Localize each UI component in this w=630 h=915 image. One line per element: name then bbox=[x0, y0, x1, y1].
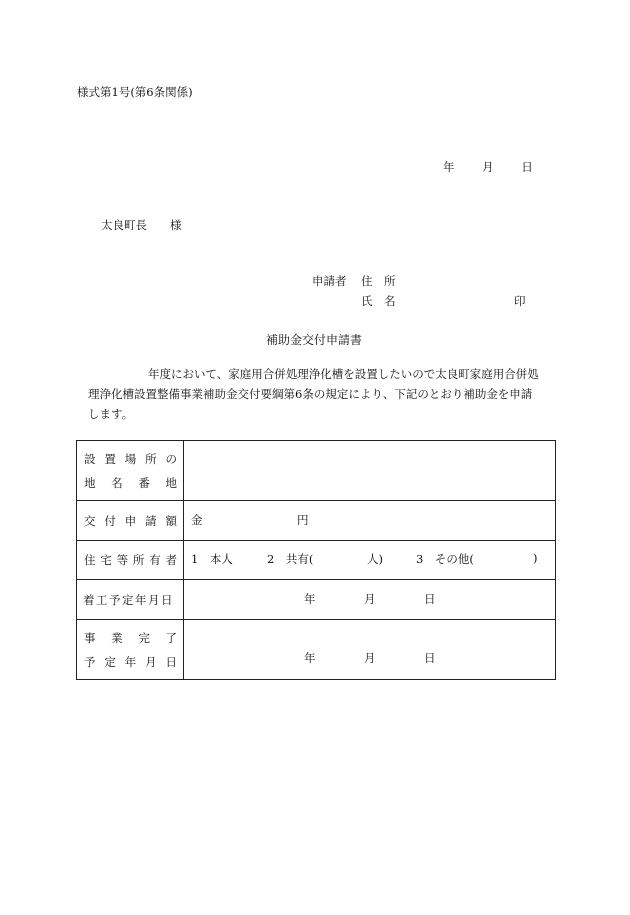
date-day: 日 bbox=[521, 160, 533, 174]
body-line-3: します。 bbox=[88, 407, 134, 421]
start-ymd bbox=[184, 591, 555, 609]
label-char: 日 bbox=[165, 654, 177, 669]
location-value-cell[interactable] bbox=[184, 441, 556, 501]
label-char: 宅 bbox=[100, 553, 112, 567]
row-end-date bbox=[77, 620, 556, 680]
start-label: 着工予定年月日 bbox=[83, 592, 174, 607]
label-char: 設 bbox=[84, 451, 96, 466]
label-char: 額 bbox=[165, 513, 177, 528]
label-char: 番 bbox=[138, 475, 150, 490]
label-char: 予 bbox=[84, 654, 96, 669]
start-year: 年 bbox=[304, 591, 316, 606]
label-char: 地 bbox=[165, 475, 177, 490]
label-char: 定 bbox=[104, 654, 116, 669]
label-char: 所 bbox=[132, 553, 145, 567]
amount-field bbox=[184, 512, 555, 530]
date-year: 年 bbox=[443, 160, 455, 174]
owner-value-cell[interactable] bbox=[184, 541, 556, 580]
label-char: 事 bbox=[84, 630, 96, 645]
owner-option-other-close: ) bbox=[533, 551, 538, 565]
amount-unit: 円 bbox=[297, 512, 309, 527]
end-value-cell[interactable] bbox=[184, 620, 556, 680]
end-label-cell bbox=[77, 620, 184, 680]
applicant-address-label: 住 所 bbox=[361, 274, 396, 288]
application-table bbox=[76, 440, 556, 680]
row-start-date bbox=[77, 580, 556, 620]
amount-prefix: 金 bbox=[191, 512, 203, 527]
label-char: 場 bbox=[124, 451, 137, 466]
owner-option-shared[interactable]: 2 共有( bbox=[267, 552, 314, 566]
label-char: 請 bbox=[145, 513, 157, 528]
label-char: の bbox=[165, 451, 177, 466]
end-day: 日 bbox=[424, 651, 436, 665]
label-char: 申 bbox=[124, 513, 137, 528]
label-char: 名 bbox=[111, 475, 123, 490]
owner-options bbox=[184, 551, 555, 569]
label-char: 住 bbox=[84, 553, 96, 567]
location-label-line-2 bbox=[77, 475, 183, 491]
body-line-2: 理浄化槽設置整備事業補助金交付要綱第6条の規定により、下記のとおり補助金を申請 bbox=[88, 387, 533, 401]
owner-label-cell bbox=[77, 541, 184, 580]
label-char: 月 bbox=[145, 654, 157, 669]
location-label-cell bbox=[77, 441, 184, 501]
end-label-line-1 bbox=[77, 630, 183, 646]
end-label-line-2 bbox=[77, 654, 183, 670]
start-value-cell[interactable] bbox=[184, 580, 556, 620]
addressee: 太良町長 様 bbox=[101, 218, 182, 232]
label-char: 地 bbox=[84, 475, 96, 490]
amount-label bbox=[77, 513, 183, 529]
start-day: 日 bbox=[424, 591, 436, 606]
label-char: 完 bbox=[138, 630, 150, 645]
applicant-label: 申請者 bbox=[312, 274, 347, 288]
date-line bbox=[443, 159, 533, 175]
document-title: 補助金交付申請書 bbox=[266, 333, 363, 347]
row-location bbox=[77, 441, 556, 501]
end-ymd bbox=[184, 650, 555, 668]
end-month: 月 bbox=[364, 651, 376, 665]
label-char: 置 bbox=[104, 451, 116, 466]
label-char: 交 bbox=[84, 513, 96, 528]
owner-option-other[interactable]: 3 その他( bbox=[416, 552, 474, 566]
amount-value-cell[interactable] bbox=[184, 501, 556, 541]
seal-mark: 印 bbox=[514, 294, 526, 308]
label-char: 者 bbox=[165, 553, 177, 567]
end-year: 年 bbox=[304, 651, 316, 665]
row-owner bbox=[77, 541, 556, 580]
amount-label-cell bbox=[77, 501, 184, 541]
label-char: 等 bbox=[116, 553, 129, 567]
start-month: 月 bbox=[364, 591, 376, 606]
label-char: 了 bbox=[165, 630, 177, 645]
label-char: 業 bbox=[111, 630, 123, 645]
row-amount bbox=[77, 501, 556, 541]
date-month: 月 bbox=[482, 160, 494, 174]
label-char: 付 bbox=[104, 513, 116, 528]
applicant-name-label: 氏 名 bbox=[361, 294, 396, 308]
owner-label bbox=[77, 552, 183, 568]
owner-option-shared-close: 人) bbox=[367, 552, 383, 566]
form-number: 様式第1号(第6条関係) bbox=[77, 85, 193, 99]
label-char: 年 bbox=[124, 654, 137, 669]
owner-option-self[interactable]: 1 本人 bbox=[191, 552, 233, 566]
label-char: 所 bbox=[145, 451, 157, 466]
location-label-line-1 bbox=[77, 451, 183, 467]
body-line-1: 年度において、家庭用合併処理浄化槽を設置したいので太良町家庭用合併処 bbox=[148, 367, 539, 381]
start-label-cell bbox=[77, 580, 184, 620]
label-char: 有 bbox=[149, 553, 161, 567]
